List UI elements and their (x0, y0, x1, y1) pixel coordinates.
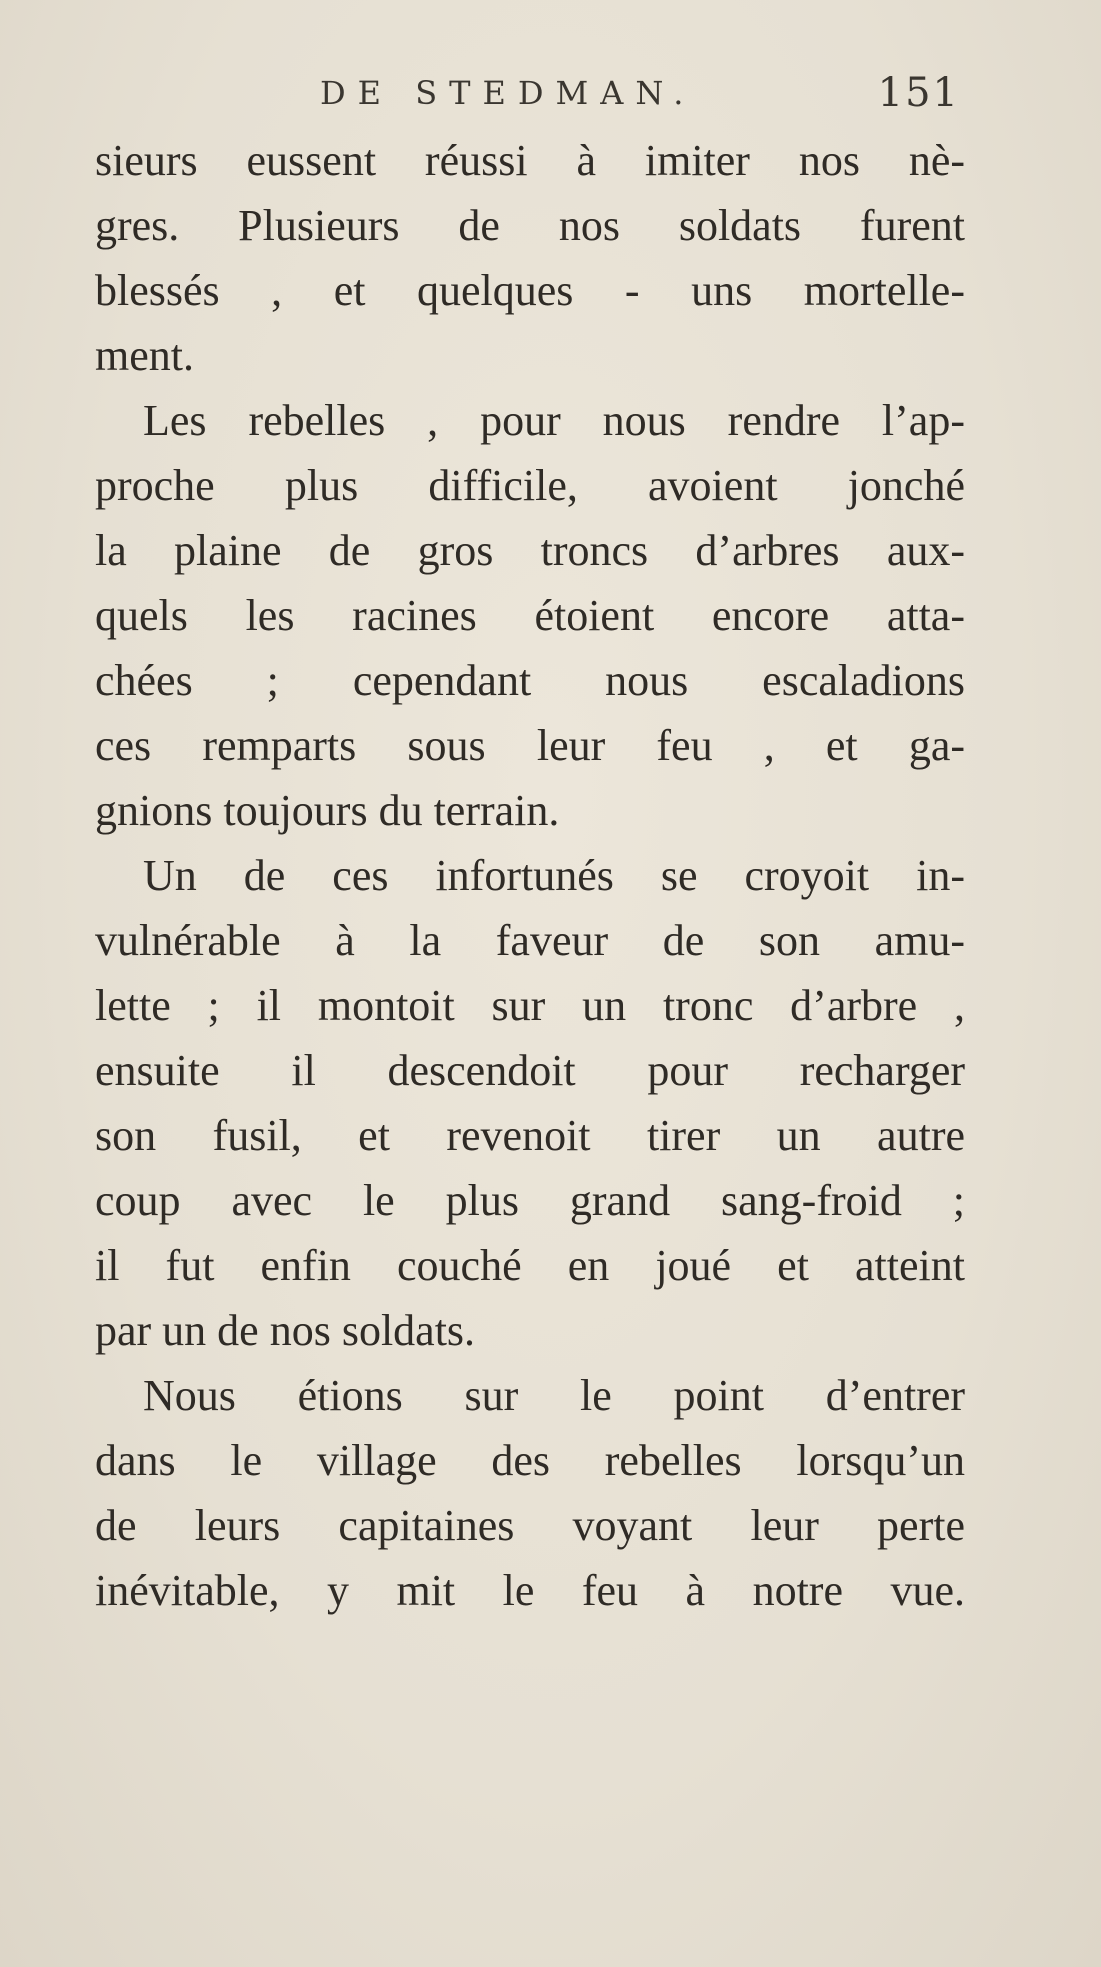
text-line: par un de nos soldats. (95, 1306, 476, 1355)
text-line: la plaine de gros troncs d’arbres aux- (95, 526, 965, 575)
text-line: chées ; cependant nous escaladions (95, 656, 965, 705)
paragraph (95, 843, 965, 1363)
text-line: vulnérable à la faveur de son amu- (95, 916, 965, 965)
text-line: lette ; il montoit sur un tronc d’arbre , (95, 981, 965, 1030)
text-line: blessés , et quelques - uns mortelle- (95, 266, 965, 315)
text-line: il fut enfin couché en joué et atteint (95, 1241, 965, 1290)
text-line: ment. (95, 331, 194, 380)
page-number: 151 (877, 70, 960, 116)
text-line: gnions toujours du terrain. (95, 786, 560, 835)
running-title: DE STEDMAN. (320, 74, 696, 112)
text-line: sieurs eussent réussi à imiter nos nè- (95, 136, 965, 185)
body-text (95, 128, 965, 1623)
text-line: ensuite il descendoit pour recharger (95, 1046, 965, 1095)
text-line: Les rebelles , pour nous rendre l’ap- (143, 396, 965, 445)
running-head (320, 70, 960, 118)
text-line: proche plus difficile, avoient jonché (95, 461, 965, 510)
text-line: Un de ces infortunés se croyoit in- (143, 851, 965, 900)
text-line: dans le village des rebelles lorsqu’un (95, 1436, 965, 1485)
text-line: Nous étions sur le point d’entrer (143, 1371, 965, 1420)
text-line: coup avec le plus grand sang-froid ; (95, 1176, 965, 1225)
text-line: ces remparts sous leur feu , et ga- (95, 721, 965, 770)
text-line: quels les racines étoient encore atta- (95, 591, 965, 640)
text-line: inévitable, y mit le feu à notre vue. (95, 1566, 965, 1615)
text-line: son fusil, et revenoit tirer un autre (95, 1111, 965, 1160)
text-line: gres. Plusieurs de nos soldats furent (95, 201, 965, 250)
paragraph (95, 128, 965, 388)
paragraph (95, 1363, 965, 1623)
paragraph (95, 388, 965, 843)
text-line: de leurs capitaines voyant leur perte (95, 1501, 965, 1550)
